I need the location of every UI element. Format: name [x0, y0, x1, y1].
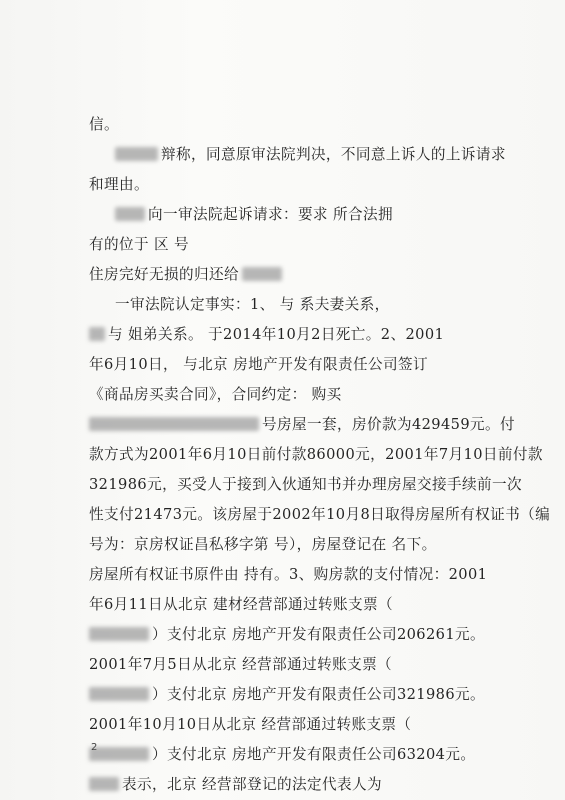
redacted-name [89, 327, 105, 341]
text-line: 款方式为2001年6月10日前付款86000元，2001年7月10日前付款 [89, 446, 543, 463]
text-line: 一审法院认定事实：1、 与 系夫妻关系， [115, 296, 390, 313]
text-line: 向一审法院起诉请求：要求 所合法拥 [115, 203, 393, 224]
text-line: 与 姐弟关系。 于2014年10月2日死亡。2、2001 [89, 323, 444, 344]
text-line: 2001年10月10日从北京 经营部通过转账支票（ [89, 716, 412, 733]
text-line: 房屋所有权证书原件由 持有。3、购房款的支付情况：2001 [89, 566, 488, 583]
text-line: 表示，北京 经营部登记的法定代表人为 [89, 773, 382, 794]
text-line: 有的位于 区 号 [89, 236, 190, 253]
text-line: 2001年7月5日从北京 经营部通过转账支票（ [89, 656, 393, 673]
text-line: 信。 [89, 116, 119, 133]
redacted-name [89, 777, 119, 791]
redacted-name [115, 207, 145, 221]
redacted-check-number [89, 747, 149, 761]
text-line: ）支付北京 房地产开发有限责任公司321986元。 [89, 683, 485, 704]
text-line: ）支付北京 房地产开发有限责任公司206261元。 [89, 623, 485, 644]
text-line: 号房屋一套，房价款为429459元。付 [89, 413, 515, 434]
text-line: 号为：京房权证昌私移字第 号），房屋登记在 名下。 [89, 536, 437, 553]
text-line: 年6月11日从北京 建材经营部通过转账支票（ [89, 596, 393, 613]
text-line: 年6月10日， 与北京 房地产开发有限责任公司签订 [89, 356, 429, 373]
text-line: ）支付北京 房地产开发有限责任公司63204元。 [89, 743, 475, 764]
text-line: 住房完好无损的归还给 [89, 263, 282, 284]
redacted-check-number [89, 627, 149, 641]
redacted-name [242, 267, 282, 281]
redacted-check-number [89, 687, 149, 701]
text-line: 辩称，同意原审法院判决，不同意上诉人的上诉请求 [115, 143, 506, 164]
text-line: 和理由。 [89, 176, 149, 193]
text-line: 《商品房买卖合同》，合同约定： 购买 [89, 386, 342, 403]
page-number: 2 [91, 742, 98, 753]
redacted-address [89, 417, 259, 431]
redacted-name [115, 147, 158, 161]
text-line: 性支付21473元。该房屋于2002年10月8日取得房屋所有权证书（编 [89, 506, 551, 523]
text-line: 321986元，买受人于接到入伙通知书并办理房屋交接手续前一次 [89, 476, 522, 493]
